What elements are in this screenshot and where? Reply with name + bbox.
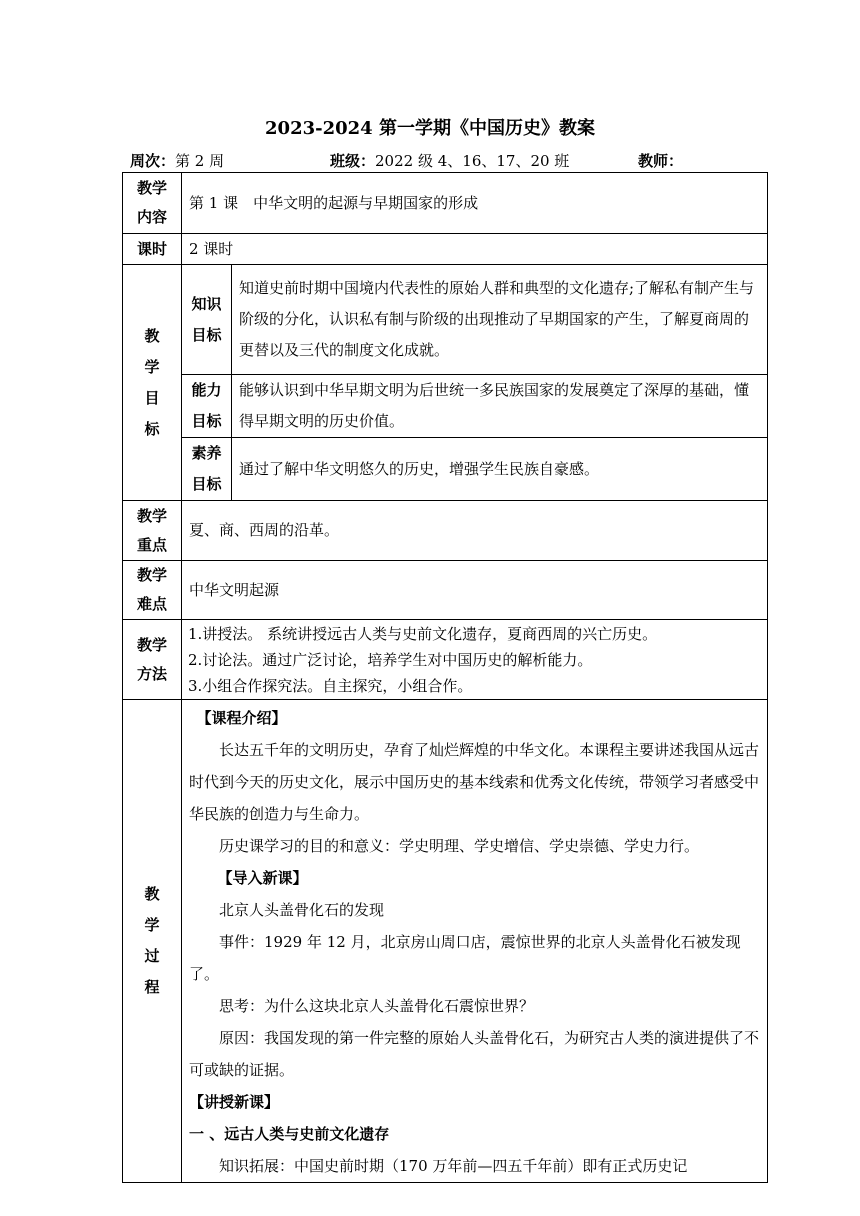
difficulties-label: 教学 难点 (123, 561, 182, 620)
row-difficulties (123, 561, 768, 620)
row-hours (123, 234, 768, 265)
intro-purpose: 历史课学习的目的和意义：学史明理、学史增信、学史崇德、学史力行。 (219, 837, 700, 855)
lesson-plan-table (122, 172, 768, 1183)
method-item: 1.讲授法。 系统讲授远古人类与史前文化遗存，夏商西周的兴亡历史。 (188, 624, 658, 643)
teacher-info: 教师： (638, 152, 684, 170)
content-label: 教学 内容 (123, 173, 182, 234)
row-literacy (123, 438, 768, 501)
class-info: 班级：2022 级 4、16、17、20 班 (330, 152, 570, 170)
literacy-value: 通过了解中华文明悠久的历史，增强学生民族自豪感。 (232, 438, 768, 501)
ability-value: 能够认识到中华早期文明为后世统一多民族国家的发展奠定了深厚的基础，懂得早期文明的历史价值。 (232, 375, 768, 438)
hours-label: 课时 (123, 234, 182, 265)
lead-event: 事件：1929 年 12 月，北京房山周口店，震惊世界的北京人头盖骨化石被发现了。 (189, 933, 741, 983)
hours-value: 2 课时 (182, 234, 768, 265)
row-content (123, 173, 768, 234)
key-points-label: 教学 重点 (123, 501, 182, 561)
new-lesson-heading: 【讲授新课】 (189, 1093, 280, 1111)
ability-label: 能力 目标 (182, 375, 232, 438)
header-meta (130, 150, 770, 172)
week-info: 周次：第 2 周 (130, 152, 225, 170)
row-ability (123, 375, 768, 438)
methods-value (182, 620, 768, 700)
knowledge-value: 知道史前时期中国境内代表性的原始人群和典型的文化遗存;了解私有制产生与阶级的分化，认识私有制与阶级的出现推动了早期国家的产生，了解夏商周的更替以及三代的制度文化成就。 (232, 265, 768, 375)
method-item: 3.小组合作探究法。自主探究，小组合作。 (188, 676, 473, 695)
method-item: 2.讨论法。通过广泛讨论，培养学生对中国历史的解析能力。 (188, 650, 593, 669)
row-knowledge (123, 265, 768, 375)
document-title: 2023-2024 第一学期《中国历史》教案 (265, 118, 595, 139)
difficulties-value: 中华文明起源 (182, 561, 768, 620)
process-label: 教 学 过 程 (123, 700, 182, 1183)
lead-heading: 【导入新课】 (217, 869, 308, 887)
content-value: 第 1 课 中华文明的起源与早期国家的形成 (182, 173, 768, 234)
row-methods (123, 620, 768, 700)
row-process (123, 700, 768, 1183)
row-key-points (123, 501, 768, 561)
section-heading: 一 、远古人类与史前文化遗存 (189, 1125, 390, 1143)
lead-reason: 原因：我国发现的第一件完整的原始人头盖骨化石，为研究古人类的演进提供了不可或缺的证据。 (189, 1029, 760, 1079)
literacy-label: 素养 目标 (182, 438, 232, 501)
intro-paragraph: 长达五千年的文明历史，孕育了灿烂辉煌的中华文化。本课程主要讲述我国从远古时代到今天的历史文化，展示中国历史的基本线索和优秀文化传统，带领学习者感受中华民族的创造力与生命力。 (189, 741, 760, 823)
lead-topic: 北京人头盖骨化石的发现 (219, 901, 385, 919)
lead-question: 思考：为什么这块北京人头盖骨化石震惊世界？ (219, 997, 535, 1015)
objectives-label: 教 学 目 标 (123, 265, 182, 501)
process-value (182, 700, 768, 1183)
intro-heading: 【课程介绍】 (196, 709, 287, 727)
knowledge-extension: 知识拓展：中国史前时期（170 万年前—四五千年前）即有正式历史记 (219, 1157, 688, 1175)
methods-label: 教学 方法 (123, 620, 182, 700)
knowledge-label: 知识 目标 (182, 265, 232, 375)
key-points-value: 夏、商、西周的沿革。 (182, 501, 768, 561)
